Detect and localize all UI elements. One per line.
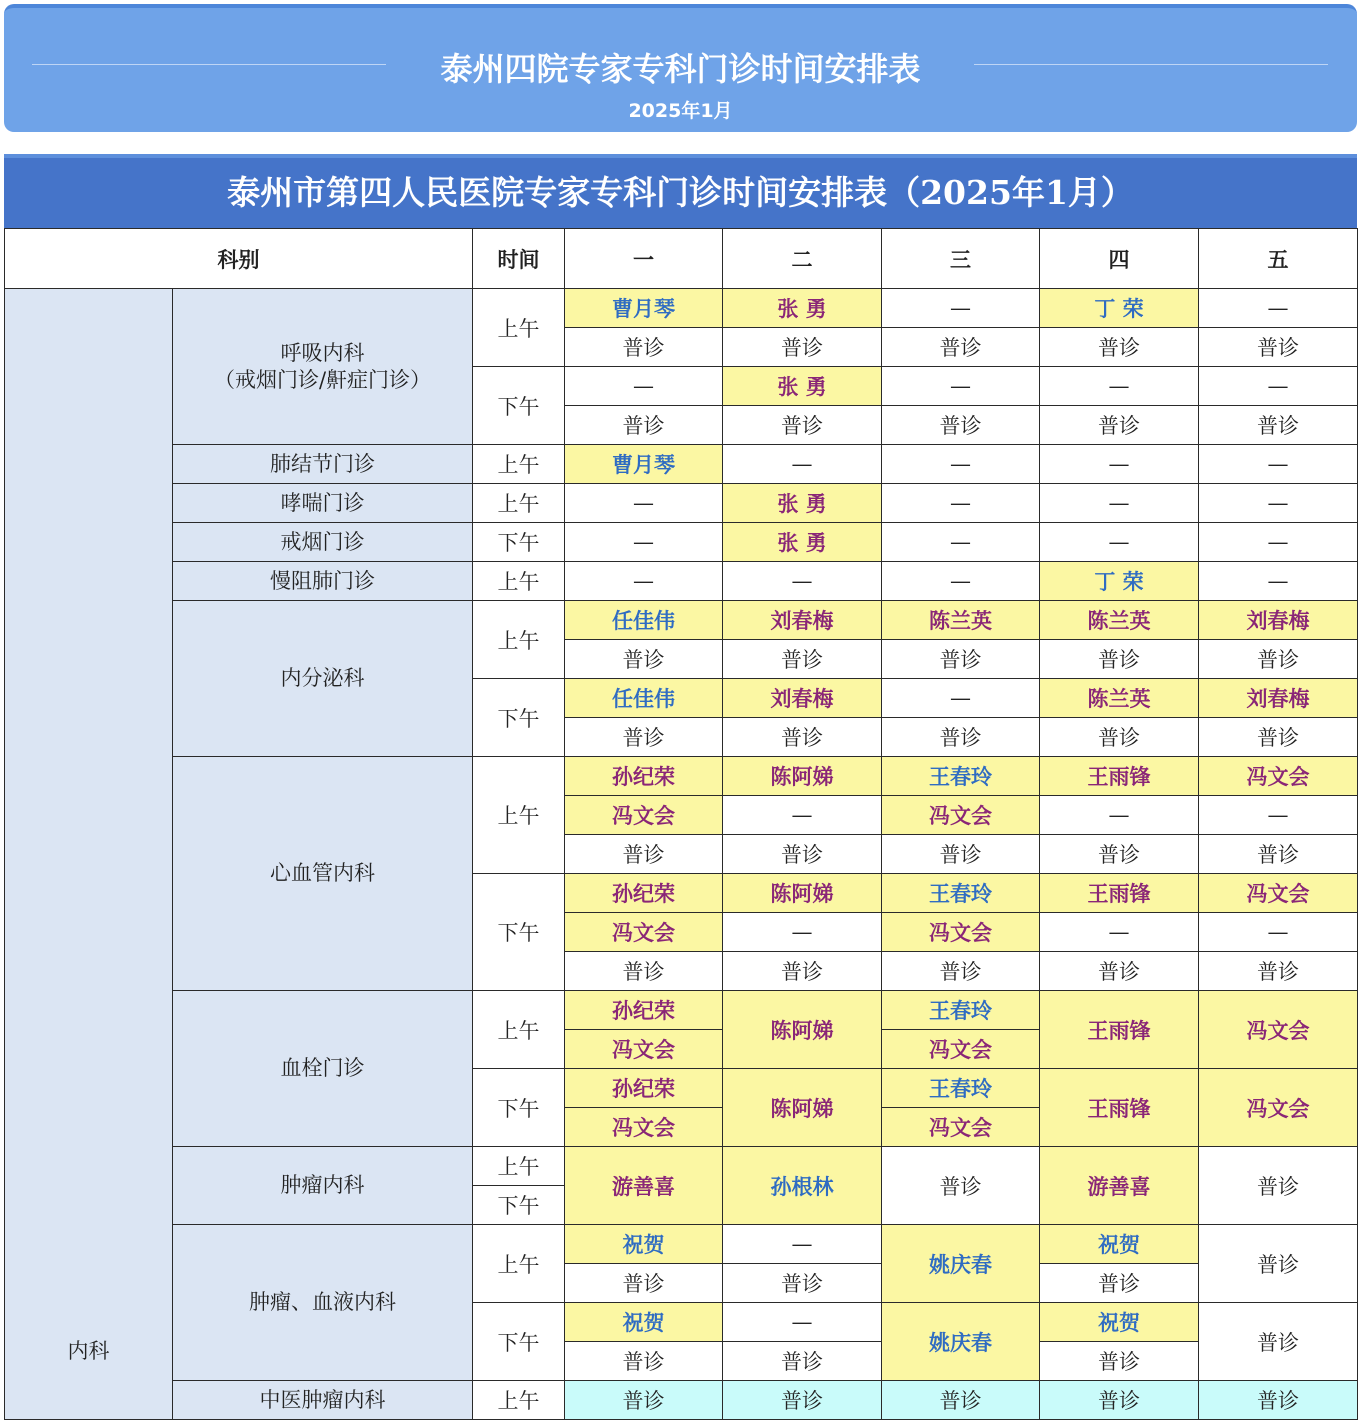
sub-respiratory-note: （戒烟门诊/鼾症门诊） — [213, 367, 432, 392]
dash-cell: — — [882, 679, 1040, 718]
header-day-4: 四 — [1040, 229, 1199, 289]
doctor-cell: 祝贺 — [1040, 1225, 1199, 1264]
doctor-cell: 王春玲 — [882, 757, 1040, 796]
doctor-cell: 冯文会 — [882, 796, 1040, 835]
general-cell: 普诊 — [1040, 1342, 1199, 1381]
doctor-cell: 冯文会 — [565, 1030, 723, 1069]
doctor-cell: 刘春梅 — [723, 601, 882, 640]
doctor-cell: 张 勇 — [723, 289, 882, 328]
doctor-cell: 刘春梅 — [1199, 679, 1358, 718]
general-cell: 普诊 — [723, 1381, 882, 1420]
general-cell: 普诊 — [1040, 835, 1199, 874]
table-row — [5, 757, 1358, 796]
doctor-cell: 陈阿娣 — [723, 991, 882, 1069]
sub-copd: 慢阻肺门诊 — [173, 562, 473, 601]
doctor-cell: 孙纪荣 — [565, 874, 723, 913]
general-cell: 普诊 — [1199, 952, 1358, 991]
doctor-cell: 冯文会 — [882, 1108, 1040, 1147]
dash-cell: — — [565, 562, 723, 601]
general-cell: 普诊 — [565, 328, 723, 367]
doctor-cell: 张 勇 — [723, 367, 882, 406]
time-cell: 上午 — [473, 991, 565, 1069]
doctor-cell: 陈兰英 — [1040, 679, 1199, 718]
doctor-cell: 陈阿娣 — [723, 874, 882, 913]
doctor-cell: 王雨锋 — [1040, 991, 1199, 1069]
header-day-1: 一 — [565, 229, 723, 289]
general-cell: 普诊 — [882, 640, 1040, 679]
dash-cell: — — [723, 1303, 882, 1342]
time-cell: 上午 — [473, 562, 565, 601]
sub-respiratory-name: 呼吸内科 — [280, 340, 365, 365]
doctor-cell: 任佳伟 — [565, 601, 723, 640]
time-cell: 下午 — [473, 523, 565, 562]
general-cell: 普诊 — [723, 406, 882, 445]
general-cell: 普诊 — [1199, 1303, 1358, 1381]
header-day-3: 三 — [882, 229, 1040, 289]
schedule-table — [4, 228, 1358, 1420]
dash-cell: — — [1040, 445, 1199, 484]
sub-oncology: 肿瘤内科 — [173, 1147, 473, 1225]
dash-cell: — — [565, 367, 723, 406]
doctor-cell: 冯文会 — [1199, 991, 1358, 1069]
time-cell: 下午 — [473, 367, 565, 445]
general-cell: 普诊 — [882, 1381, 1040, 1420]
doctor-cell: 冯文会 — [1199, 874, 1358, 913]
table-row — [5, 523, 1358, 562]
dash-cell: — — [565, 523, 723, 562]
dash-cell: — — [882, 289, 1040, 328]
sub-asthma: 哮喘门诊 — [173, 484, 473, 523]
sub-thrombus: 血栓门诊 — [173, 991, 473, 1147]
sub-smoking: 戒烟门诊 — [173, 523, 473, 562]
table-row — [5, 289, 1358, 328]
general-cell: 普诊 — [565, 1342, 723, 1381]
doctor-cell: 祝贺 — [565, 1303, 723, 1342]
doctor-cell: 王春玲 — [882, 1069, 1040, 1108]
dash-cell: — — [1199, 289, 1358, 328]
sub-respiratory — [173, 289, 473, 445]
general-cell: 普诊 — [723, 640, 882, 679]
header-day-2: 二 — [723, 229, 882, 289]
sheet-title: 泰州市第四人民医院专家专科门诊时间安排表（2025年1月） — [4, 154, 1357, 228]
general-cell: 普诊 — [1040, 1264, 1199, 1303]
dept-label: 内科 — [67, 1339, 110, 1363]
general-cell: 普诊 — [723, 1264, 882, 1303]
dash-cell: — — [882, 484, 1040, 523]
doctor-cell: 祝贺 — [1040, 1303, 1199, 1342]
general-cell: 普诊 — [723, 1342, 882, 1381]
doctor-cell: 姚庆春 — [882, 1303, 1040, 1381]
general-cell: 普诊 — [1199, 1381, 1358, 1420]
banner-subtitle: 2025年1月 — [628, 100, 733, 122]
dash-cell: — — [723, 562, 882, 601]
doctor-cell: 祝贺 — [565, 1225, 723, 1264]
header-dept: 科别 — [5, 229, 473, 289]
general-cell: 普诊 — [565, 718, 723, 757]
doctor-cell: 冯文会 — [1199, 1069, 1358, 1147]
table-row — [5, 1147, 1358, 1186]
dash-cell: — — [1199, 445, 1358, 484]
general-cell: 普诊 — [1199, 406, 1358, 445]
doctor-cell: 游善喜 — [565, 1147, 723, 1225]
general-cell: 普诊 — [565, 406, 723, 445]
header-time: 时间 — [473, 229, 565, 289]
general-cell: 普诊 — [1199, 1225, 1358, 1303]
time-cell: 上午 — [473, 1225, 565, 1303]
doctor-cell: 孙纪荣 — [565, 991, 723, 1030]
dash-cell: — — [1040, 796, 1199, 835]
doctor-cell: 冯文会 — [565, 1108, 723, 1147]
general-cell: 普诊 — [1040, 952, 1199, 991]
doctor-cell: 冯文会 — [882, 1030, 1040, 1069]
doctor-cell: 王雨锋 — [1040, 874, 1199, 913]
sub-endocrine: 内分泌科 — [173, 601, 473, 757]
doctor-cell: 丁 荣 — [1040, 562, 1199, 601]
doctor-cell: 张 勇 — [723, 523, 882, 562]
doctor-cell: 刘春梅 — [723, 679, 882, 718]
doctor-cell: 孙纪荣 — [565, 757, 723, 796]
doctor-cell: 冯文会 — [1199, 757, 1358, 796]
time-cell: 下午 — [473, 1303, 565, 1381]
general-cell: 普诊 — [1199, 718, 1358, 757]
doctor-cell: 王雨锋 — [1040, 757, 1199, 796]
table-header-row — [5, 229, 1358, 289]
doctor-cell: 陈兰英 — [1040, 601, 1199, 640]
time-cell: 上午 — [473, 289, 565, 367]
dash-cell: — — [565, 484, 723, 523]
general-cell: 普诊 — [882, 718, 1040, 757]
time-cell: 上午 — [473, 601, 565, 679]
general-cell: 普诊 — [565, 835, 723, 874]
time-cell: 下午 — [473, 874, 565, 991]
doctor-cell: 丁 荣 — [1040, 289, 1199, 328]
sub-tcm-oncology: 中医肿瘤内科 — [173, 1381, 473, 1420]
dash-cell: — — [1040, 367, 1199, 406]
dash-cell: — — [1199, 523, 1358, 562]
general-cell: 普诊 — [882, 835, 1040, 874]
general-cell: 普诊 — [723, 718, 882, 757]
dash-cell: — — [1199, 484, 1358, 523]
dash-cell: — — [882, 523, 1040, 562]
general-cell: 普诊 — [1040, 1381, 1199, 1420]
doctor-cell: 刘春梅 — [1199, 601, 1358, 640]
time-cell: 上午 — [473, 757, 565, 874]
doctor-cell: 冯文会 — [882, 913, 1040, 952]
table-row — [5, 445, 1358, 484]
general-cell: 普诊 — [882, 952, 1040, 991]
general-cell: 普诊 — [723, 835, 882, 874]
doctor-cell: 姚庆春 — [882, 1225, 1040, 1303]
time-cell: 上午 — [473, 1381, 565, 1420]
dash-cell: — — [723, 445, 882, 484]
sub-lung-nodule: 肺结节门诊 — [173, 445, 473, 484]
table-row — [5, 1381, 1358, 1420]
doctor-cell: 陈阿娣 — [723, 757, 882, 796]
general-cell: 普诊 — [723, 328, 882, 367]
table-row — [5, 1225, 1358, 1264]
doctor-cell: 王春玲 — [882, 874, 1040, 913]
general-cell: 普诊 — [1199, 328, 1358, 367]
doctor-cell: 陈阿娣 — [723, 1069, 882, 1147]
general-cell: 普诊 — [1040, 718, 1199, 757]
table-row — [5, 562, 1358, 601]
general-cell: 普诊 — [1040, 328, 1199, 367]
dash-cell: — — [1199, 796, 1358, 835]
header-day-5: 五 — [1199, 229, 1358, 289]
dash-cell: — — [1199, 367, 1358, 406]
general-cell: 普诊 — [1199, 835, 1358, 874]
dash-cell: — — [882, 367, 1040, 406]
doctor-cell: 冯文会 — [565, 796, 723, 835]
page-banner — [4, 4, 1357, 132]
dash-cell: — — [882, 445, 1040, 484]
dash-cell: — — [1040, 484, 1199, 523]
general-cell: 普诊 — [1199, 640, 1358, 679]
general-cell: 普诊 — [565, 1264, 723, 1303]
dash-cell: — — [1040, 913, 1199, 952]
time-cell: 上午 — [473, 1147, 565, 1186]
doctor-cell: 王春玲 — [882, 991, 1040, 1030]
banner-title: 泰州四院专家专科门诊时间安排表 — [440, 50, 921, 88]
doctor-cell: 孙根林 — [723, 1147, 882, 1225]
dash-cell: — — [723, 1225, 882, 1264]
doctor-cell: 任佳伟 — [565, 679, 723, 718]
time-cell: 下午 — [473, 1069, 565, 1147]
dash-cell: — — [882, 562, 1040, 601]
time-cell: 下午 — [473, 1186, 565, 1225]
general-cell: 普诊 — [565, 952, 723, 991]
sub-cardiology: 心血管内科 — [173, 757, 473, 991]
time-cell: 上午 — [473, 484, 565, 523]
general-cell: 普诊 — [1040, 406, 1199, 445]
dash-cell: — — [1040, 523, 1199, 562]
doctor-cell: 冯文会 — [565, 913, 723, 952]
table-row — [5, 484, 1358, 523]
general-cell: 普诊 — [565, 1381, 723, 1420]
dept-internal-medicine — [5, 289, 173, 1420]
table-row — [5, 601, 1358, 640]
dash-cell: — — [1199, 913, 1358, 952]
general-cell: 普诊 — [565, 640, 723, 679]
general-cell: 普诊 — [882, 406, 1040, 445]
general-cell: 普诊 — [723, 952, 882, 991]
general-cell: 普诊 — [882, 328, 1040, 367]
table-row — [5, 991, 1358, 1030]
general-cell: 普诊 — [1199, 1147, 1358, 1225]
general-cell: 普诊 — [882, 1147, 1040, 1225]
doctor-cell: 曹月琴 — [565, 445, 723, 484]
doctor-cell: 曹月琴 — [565, 289, 723, 328]
sub-oncology-hematology: 肿瘤、血液内科 — [173, 1225, 473, 1381]
doctor-cell: 游善喜 — [1040, 1147, 1199, 1225]
dash-cell: — — [723, 913, 882, 952]
dash-cell: — — [1199, 562, 1358, 601]
time-cell: 上午 — [473, 445, 565, 484]
doctor-cell: 张 勇 — [723, 484, 882, 523]
time-cell: 下午 — [473, 679, 565, 757]
doctor-cell: 孙纪荣 — [565, 1069, 723, 1108]
doctor-cell: 陈兰英 — [882, 601, 1040, 640]
doctor-cell: 王雨锋 — [1040, 1069, 1199, 1147]
dash-cell: — — [723, 796, 882, 835]
general-cell: 普诊 — [1040, 640, 1199, 679]
